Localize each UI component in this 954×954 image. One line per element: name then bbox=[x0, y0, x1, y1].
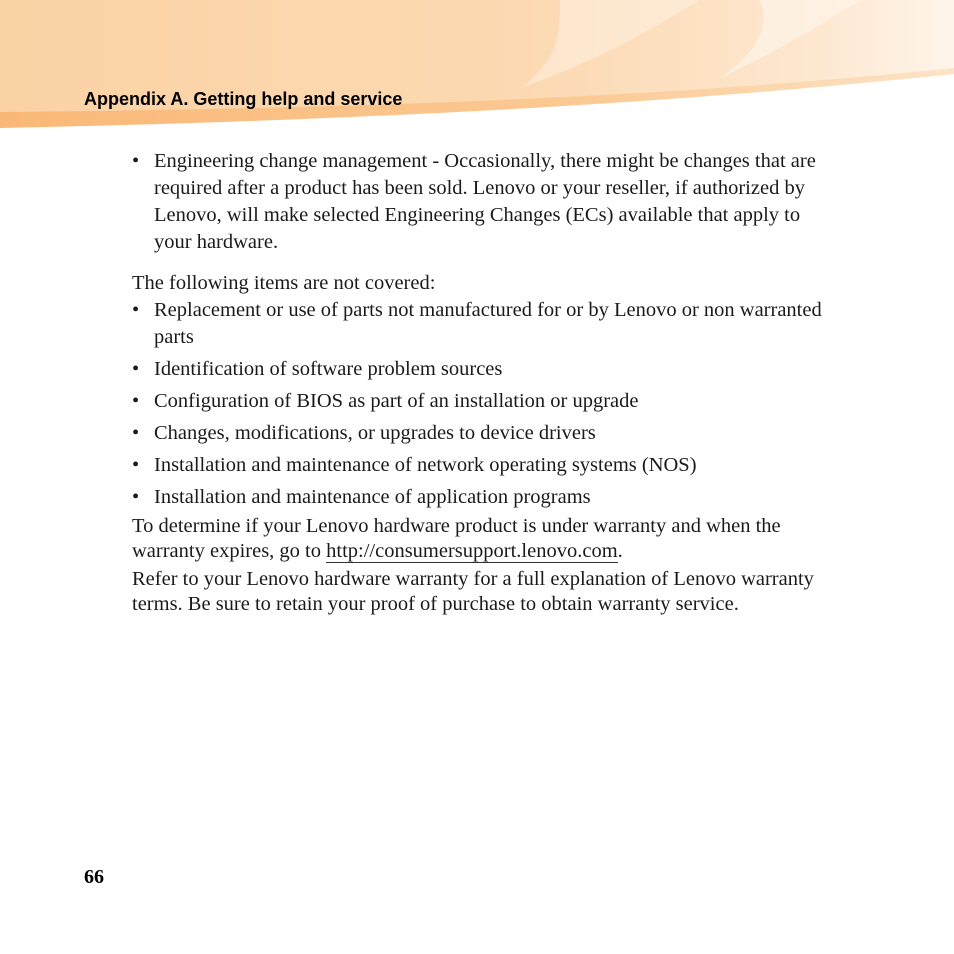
list-item bbox=[132, 484, 842, 511]
bullet: • bbox=[132, 454, 140, 476]
warranty-period: . bbox=[617, 540, 623, 562]
bullet: • bbox=[132, 150, 140, 172]
refer-paragraph: Refer to your Lenovo hardware warranty for a full explanation of Lenovo warranty terms. Be sure to retain your proof of purchase to obtain warranty service. bbox=[132, 568, 814, 615]
list-item-text: Installation and maintenance of network operating systems (NOS) bbox=[154, 454, 697, 476]
list-item-text: Configuration of BIOS as part of an installation or upgrade bbox=[154, 390, 639, 412]
list-item bbox=[132, 148, 842, 256]
header-band bbox=[0, 0, 954, 130]
consumer-support-link[interactable]: http://consumersupport.lenovo.com bbox=[326, 540, 618, 562]
page-content bbox=[132, 148, 842, 617]
bullet: • bbox=[132, 422, 140, 444]
not-covered-list bbox=[132, 297, 842, 511]
running-head: Appendix A. Getting help and service bbox=[84, 89, 403, 109]
not-covered-intro: The following items are not covered: bbox=[132, 272, 436, 294]
list-item bbox=[132, 420, 842, 447]
list-item-text: Engineering change management - Occasionally, there might be changes that are required after a product has been sold. Lenovo or your reseller, if authorized by Lenovo, will make selected Engineering Changes (ECs) available that apply to your hardware. bbox=[154, 150, 816, 253]
warranty-text: To determine if your Lenovo hardware product is under warranty and when the warranty expires, go to bbox=[132, 515, 781, 562]
bullet: • bbox=[132, 358, 140, 380]
warranty-paragraph bbox=[132, 514, 842, 564]
list-item-text: Changes, modifications, or upgrades to device drivers bbox=[154, 422, 596, 444]
list-item-text: Installation and maintenance of application programs bbox=[154, 486, 591, 508]
bullet: • bbox=[132, 299, 140, 321]
list-item bbox=[132, 356, 842, 383]
list-item-text: Identification of software problem sources bbox=[154, 358, 503, 380]
list-item-text: Replacement or use of parts not manufactured for or by Lenovo or non warranted parts bbox=[154, 299, 822, 348]
page-number: 66 bbox=[84, 866, 104, 888]
list-item bbox=[132, 452, 842, 479]
list-item bbox=[132, 297, 842, 351]
list-item bbox=[132, 388, 842, 415]
header-swoosh bbox=[0, 0, 954, 130]
bullet: • bbox=[132, 390, 140, 412]
covered-list bbox=[132, 148, 842, 256]
bullet: • bbox=[132, 486, 140, 508]
